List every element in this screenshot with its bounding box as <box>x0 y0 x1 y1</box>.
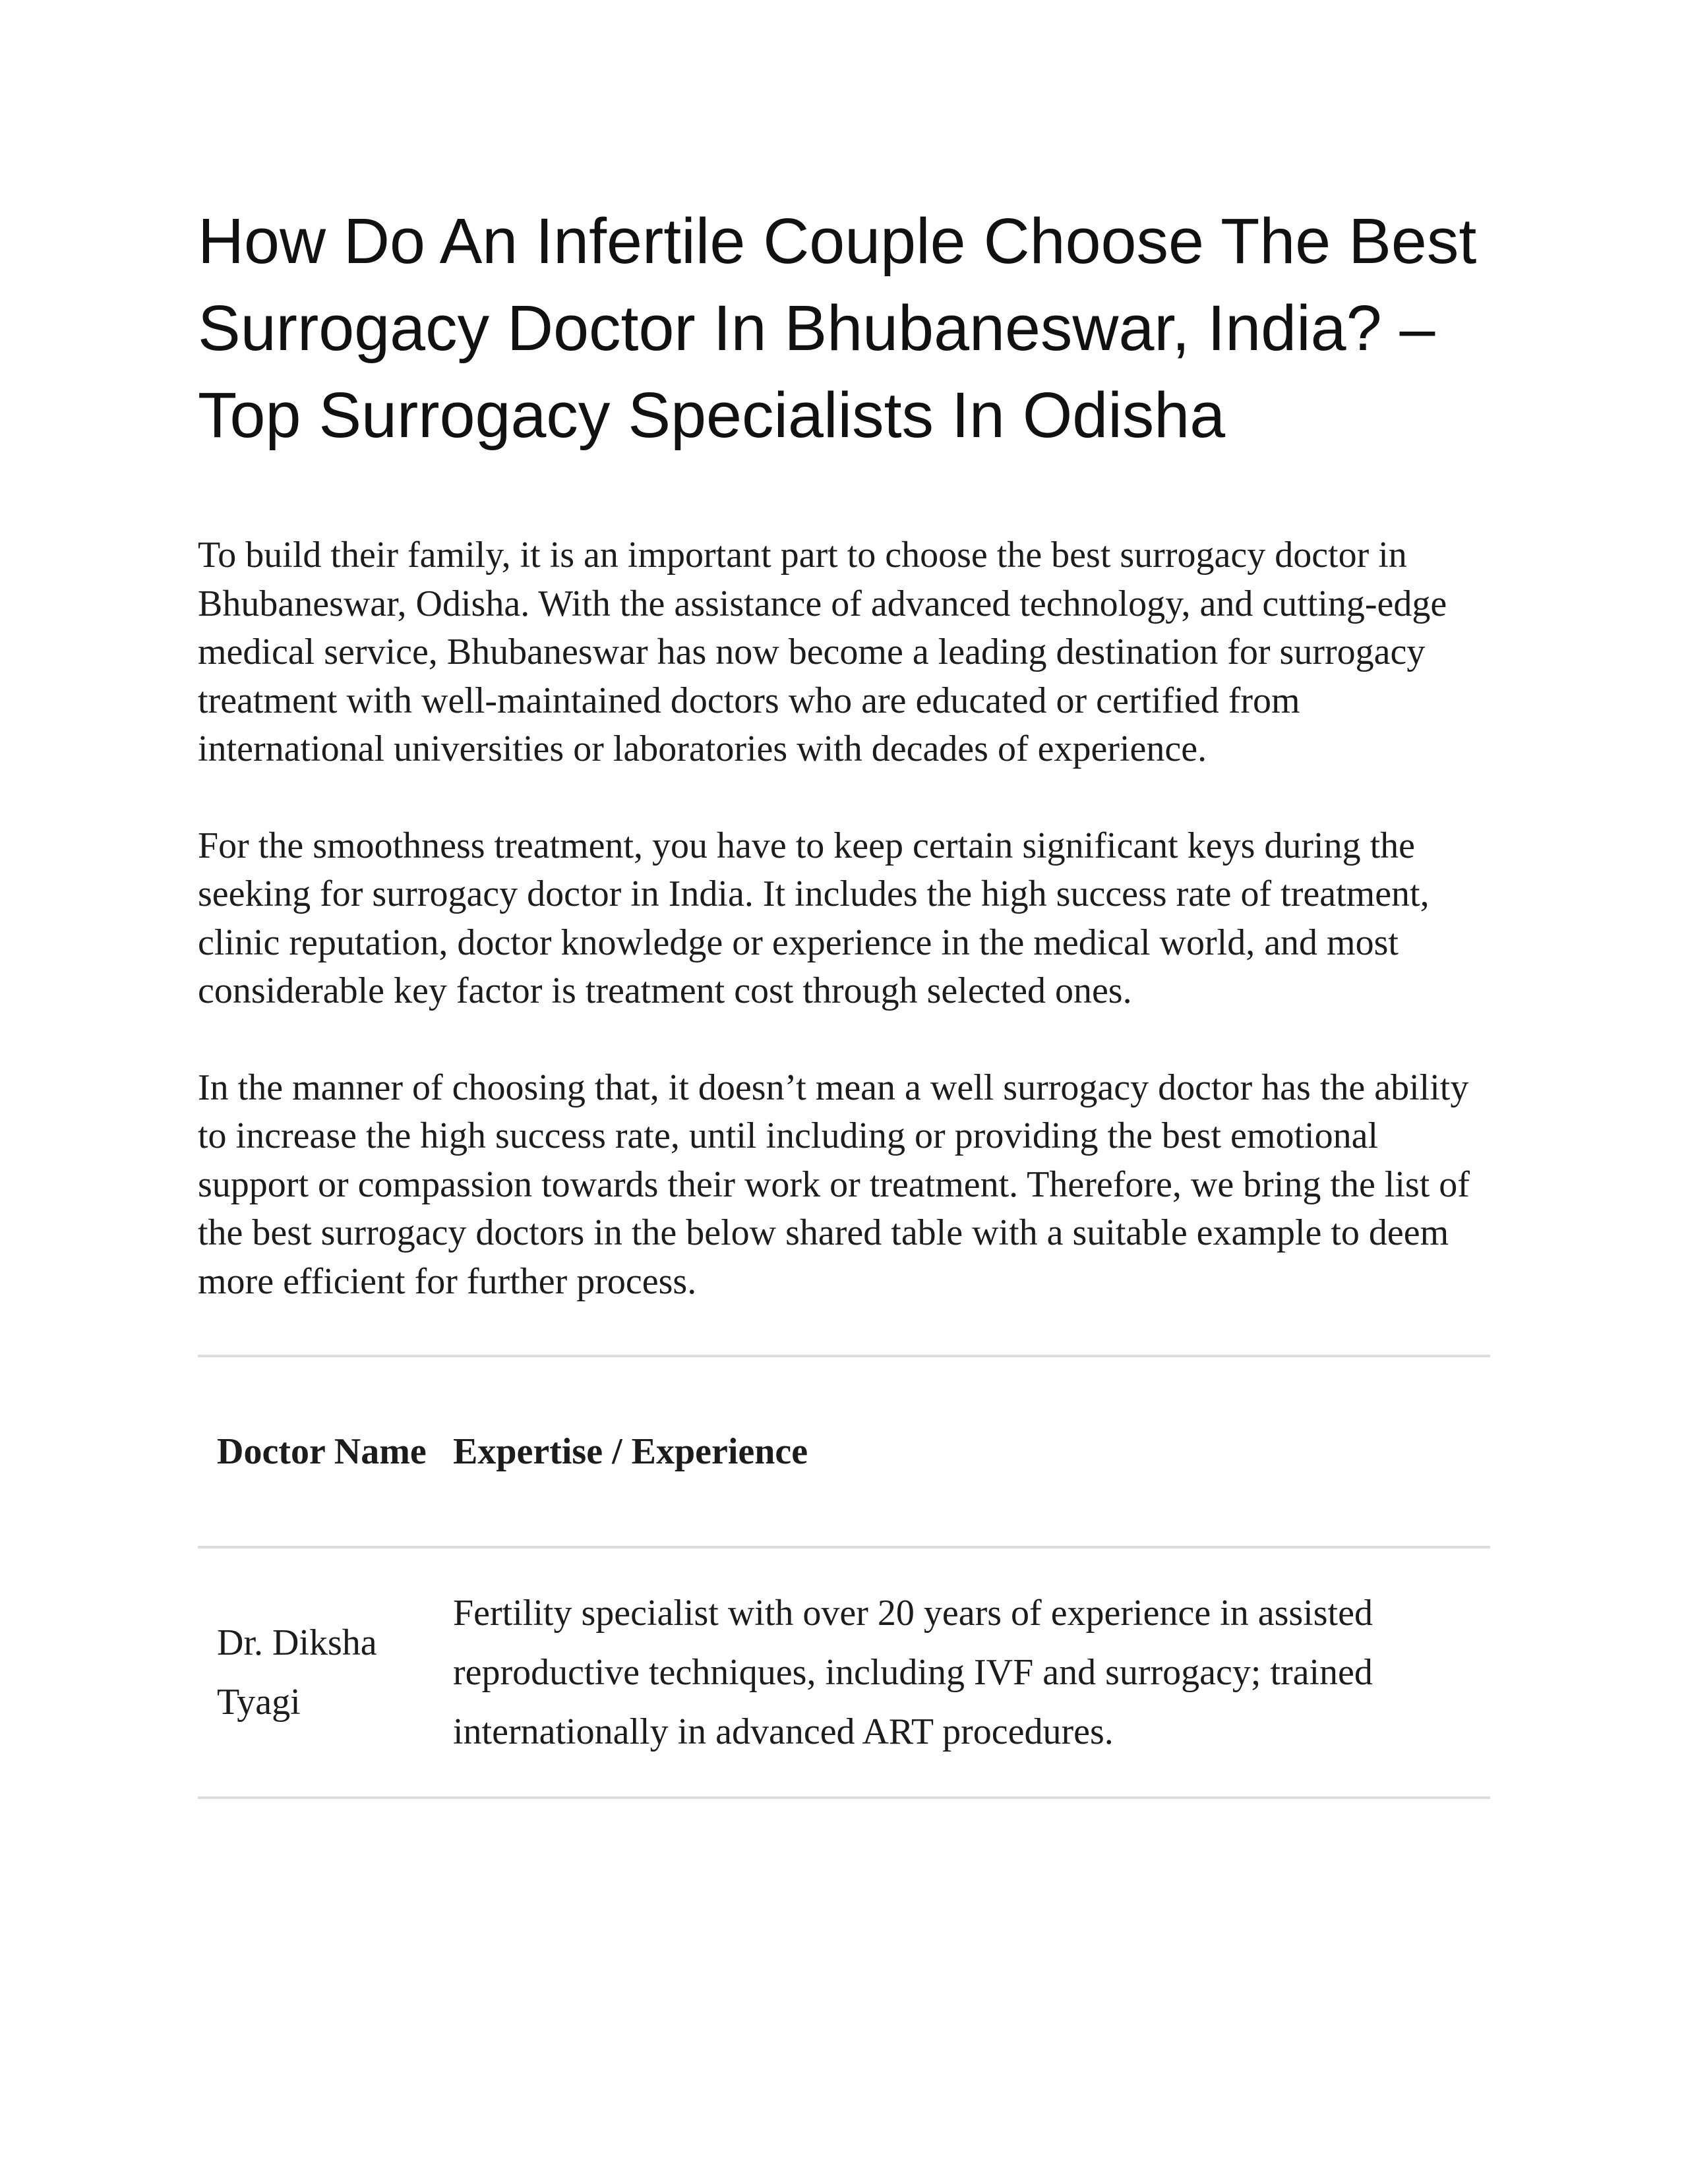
document-title: How Do An Infertile Couple Choose The Best Surrogacy Doctor In Bhubaneswar, India? – Top Surrogacy Specialists In Odisha <box>198 205 1477 451</box>
cell-expertise: Fertility specialist with over 20 years of experience in assisted reproductive techniques, including IVF and surrogacy; trained internationally in advanced ART procedures. <box>453 1593 1373 1752</box>
paragraph-selection-keys: For the smoothness treatment, you have to keep certain significant keys during the seeking for surrogacy doctor in India. It includes the high success rate of treatment, clinic reputation, doctor knowledge or experience in the medical world, and most considerable key factor is treatment cost through selected ones. <box>198 825 1430 1011</box>
table-header-row <box>198 1356 1490 1547</box>
document-content <box>198 198 1490 1799</box>
cell-doctor-name: Dr. Diksha Tyagi <box>217 1622 377 1723</box>
table-row <box>198 1547 1490 1798</box>
doctor-table <box>198 1355 1490 1799</box>
paragraph-doctor-list-intro: In the manner of choosing that, it doesn’t mean a well surrogacy doctor has the ability to increase the high success rate, until including or providing the best emotional support or compassion towards their work or treatment. Therefore, we bring the list of the best surrogacy doctors in the below shared table with a suitable example to deem more efficient for further process. <box>198 1067 1470 1302</box>
document-body <box>198 531 1490 1306</box>
paragraph-intro: To build their family, it is an important part to choose the best surrogacy doctor in Bhubaneswar, Odisha. With the assistance of advanced technology, and cutting-edge medical service, Bhubaneswar has now become a leading destination for surrogacy treatment with well-maintained doctors who are educated or certified from international universities or laboratories with decades of experience. <box>198 535 1447 769</box>
header-doctor-name: Doctor Name <box>217 1431 427 1472</box>
header-expertise: Expertise / Experience <box>453 1431 808 1472</box>
